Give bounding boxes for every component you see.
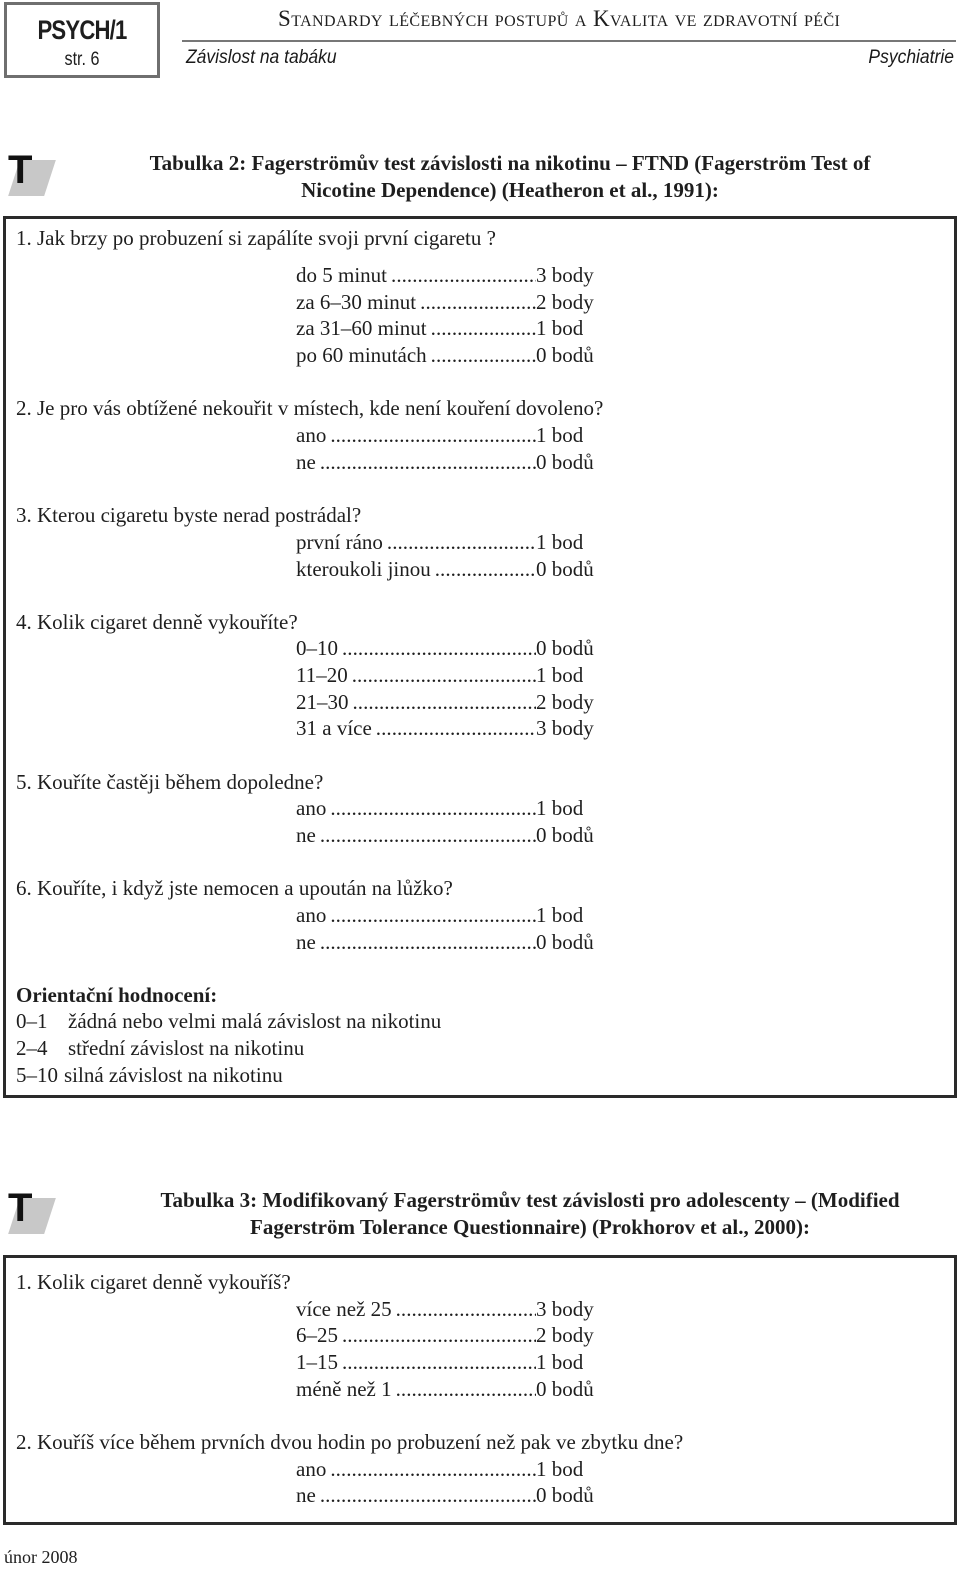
evaluation-row: 2–4 střední závislost na nikotinu bbox=[16, 1036, 305, 1060]
answer-option: první ráno . . . bbox=[296, 529, 536, 556]
table3-caption bbox=[100, 1187, 960, 1241]
table3-question-1: 1. Kolik cigaret denně vykouříš? bbox=[16, 1270, 291, 1294]
table-marker-icon: T bbox=[6, 152, 52, 196]
answer-option: ne . . . bbox=[296, 822, 536, 849]
topic-label: Závislost na tabáku bbox=[186, 47, 337, 68]
answer-option: ano . . . bbox=[296, 902, 536, 929]
table2-caption-line2: Nicotine Dependence) (Heatheron et al., 1991): bbox=[301, 178, 719, 202]
answer-option: 21–30 . . . bbox=[296, 689, 536, 716]
answer-points: 2 body bbox=[536, 1323, 594, 1347]
answer-points: 1 bod bbox=[536, 530, 584, 554]
answer-option: 1–15 . . . bbox=[296, 1349, 536, 1376]
section-label: Psychiatrie bbox=[868, 47, 954, 68]
answer-option: ano . . . bbox=[296, 1456, 536, 1483]
answer-points: 0 bodů bbox=[536, 1377, 594, 1401]
answer-option: více než 25 . . . bbox=[296, 1296, 536, 1323]
answer-points: 1 bod bbox=[536, 663, 584, 687]
journal-logo-title: PSYCH/1 bbox=[37, 15, 127, 45]
table2-question-4: 4. Kolik cigaret denně vykouříte? bbox=[16, 610, 298, 634]
answer-points: 0 bodů bbox=[536, 450, 594, 474]
answer-option: kteroukoli jinou . . . bbox=[296, 556, 536, 583]
table2-question-3: 3. Kterou cigaretu byste nerad postrádal? bbox=[16, 503, 362, 527]
evaluation-row: 5–10 silná závislost na nikotinu bbox=[16, 1063, 283, 1087]
answer-points: 0 bodů bbox=[536, 823, 594, 847]
table2-caption bbox=[100, 150, 920, 204]
answer-option: 6–25 . . . bbox=[296, 1322, 536, 1349]
answer-option: ano . . . bbox=[296, 795, 536, 822]
answer-points: 0 bodů bbox=[536, 930, 594, 954]
answer-points: 1 bod bbox=[536, 1350, 584, 1374]
table2-question-6: 6. Kouříte, i když jste nemocen a upoután na lůžko? bbox=[16, 876, 453, 900]
answer-points: 0 bodů bbox=[536, 557, 594, 581]
answer-points: 1 bod bbox=[536, 316, 584, 340]
header-divider bbox=[182, 40, 956, 42]
answer-points: 3 body bbox=[536, 716, 594, 740]
answer-option: do 5 minut . . . bbox=[296, 262, 536, 289]
table2-question-5: 5. Kouříte častěji během dopoledne? bbox=[16, 770, 324, 794]
answer-option: za 31–60 minut . . . bbox=[296, 315, 536, 342]
answer-points: 1 bod bbox=[536, 903, 584, 927]
answer-option: 0–10 . . . bbox=[296, 635, 536, 662]
answer-option: ne . . . bbox=[296, 449, 536, 476]
answer-points: 3 body bbox=[536, 1297, 594, 1321]
answer-option: za 6–30 minut . . . bbox=[296, 289, 536, 316]
journal-logo-box bbox=[4, 2, 160, 78]
table2-question-2: 2. Je pro vás obtížené nekouřit v místech, kde není kouření dovoleno? bbox=[16, 396, 604, 420]
answer-option: méně než 1 . . . bbox=[296, 1376, 536, 1403]
answer-option: ne . . . bbox=[296, 929, 536, 956]
answer-points: 2 body bbox=[536, 690, 594, 714]
table3-caption-line1: Tabulka 3: Modifikovaný Fagerströmův test závislosti pro adolescenty – (Modified bbox=[160, 1188, 900, 1212]
answer-points: 1 bod bbox=[536, 796, 584, 820]
evaluation-row: 0–1 žádná nebo velmi malá závislost na nikotinu bbox=[16, 1009, 442, 1033]
issue-date: únor 2008 bbox=[4, 1547, 78, 1567]
answer-points: 0 bodů bbox=[536, 636, 594, 660]
answer-option: po 60 minutách . . . bbox=[296, 342, 536, 369]
answer-points: 0 bodů bbox=[536, 1483, 594, 1507]
table2-question-1: 1. Jak brzy po probuzení si zapálíte svoji první cigaretu ? bbox=[16, 226, 496, 250]
answer-points: 1 bod bbox=[536, 423, 584, 447]
table2-caption-line1: Tabulka 2: Fagerströmův test závislosti na nikotinu – FTND (Fagerström Test of bbox=[149, 151, 871, 175]
answer-option: 31 a více . . . bbox=[296, 715, 536, 742]
answer-points: 3 body bbox=[536, 263, 594, 287]
answer-points: 1 bod bbox=[536, 1457, 584, 1481]
answer-option: ne . . . bbox=[296, 1482, 536, 1509]
evaluation-title: Orientační hodnocení: bbox=[16, 983, 218, 1007]
answer-points: 2 body bbox=[536, 290, 594, 314]
table3-caption-line2: Fagerström Tolerance Questionnaire) (Prokhorov et al., 2000): bbox=[250, 1215, 810, 1239]
table-marker-icon: T bbox=[6, 1190, 52, 1234]
answer-option: ano . . . bbox=[296, 422, 536, 449]
page-number: str. 6 bbox=[64, 49, 100, 70]
answer-points: 0 bodů bbox=[536, 343, 594, 367]
table3-question-2: 2. Kouříš více během prvních dvou hodin po probuzení než pak ve zbytku dne? bbox=[16, 1430, 684, 1454]
series-title: Standardy léčebných postupů a Kvalita ve zdravotní péči bbox=[278, 6, 841, 31]
answer-option: 11–20 . . . bbox=[296, 662, 536, 689]
